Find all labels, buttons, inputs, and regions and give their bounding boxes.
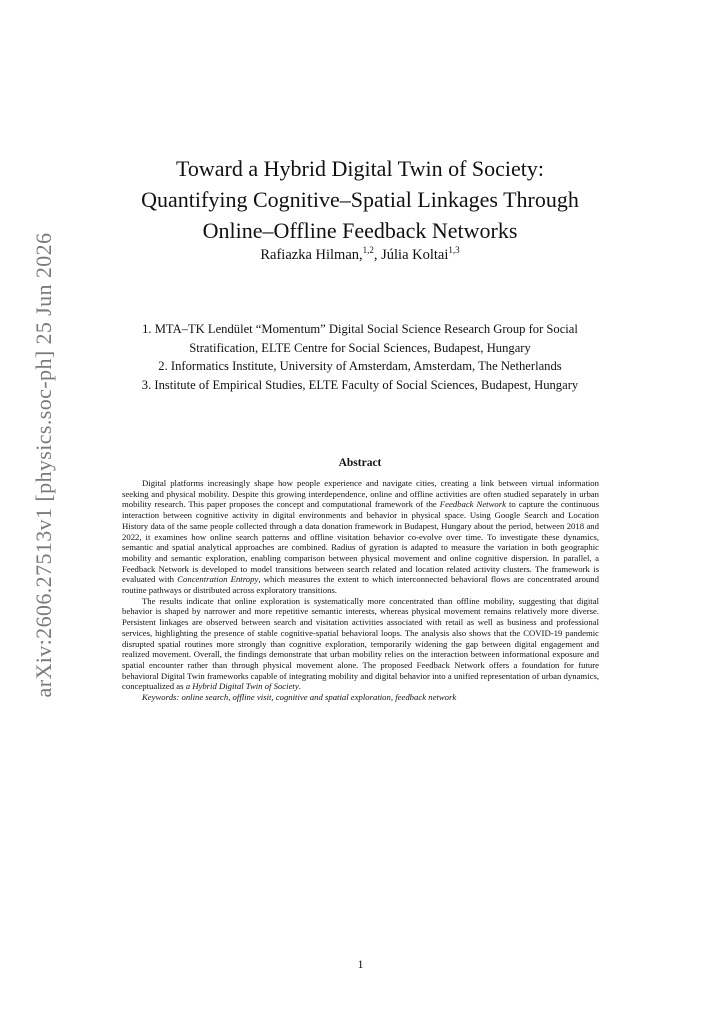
abstract-p1-emphasis-concentration-entropy: Concentration Entropy	[177, 574, 259, 585]
abstract-p2-text-a: The results indicate that online exploration is systematically more concentrated than offline mobility, suggesting that digital behavior is shaped by narrower and more repetitive semantic interests, whereas physical movement remains relatively more diverse. Persistent linkages are observed between search and visitation activities associated with retail as well as business and professional services, highlighting the presence of stable cognitive-spatial behavioral loops. The analysis also shows that the COVID-19 pandemic disrupted spatial routines more strongly than cognitive exploration, temporarily widening the gap between digital engagement and realized movement. Overall, the findings demonstrate that urban mobility relies on the interaction between informational exposure and spatial encounter rather than through physical movement alone. The proposed Feedback Network offers a foundation for future behavioral Digital Twin frameworks capable of integrating mobility and digital behavior into a unified representation of urban dynamics, conceptualized as	[122, 595, 599, 692]
title-line-2: Quantifying Cognitive–Spatial Linkages Through	[141, 186, 579, 212]
affiliation-1-line-1: 1. MTA–TK Lendület “Momentum” Digital Social Science Research Group for Social	[142, 322, 578, 336]
author-name-2: Júlia Koltai	[381, 247, 449, 263]
abstract-p1-text-b: to capture the continuous interaction between cognitive activity in digital environments and behavior in physical space. Using Google Search and Location History data of the same people collected through a data donation framework in Budapest, Hungary about the period, between 2018 and 2022, it examines how online search patterns and offline visitation behavior co-evolve over time. To investigate these dynamics, semantic and spatial analytical approaches are combined. Radius of gyration is adapted to measure the variation in both geographic mobility and semantic exploration, enabling comparison between physical movement and online cognitive dispersion. In parallel, a Feedback Network is developed to model transitions between search related and location related activity clusters. The framework is evaluated with	[122, 499, 600, 585]
author-separator: ,	[373, 247, 382, 263]
author-list	[90, 247, 630, 264]
arxiv-identifier-stamp[interactable]: arXiv:2606.27513v1 [physics.soc-ph] 25 Jun 2026	[31, 232, 56, 698]
abstract-p2-end: .	[298, 681, 301, 692]
title-line-3: Online–Offline Feedback Networks	[202, 217, 518, 243]
abstract-heading: Abstract	[338, 457, 382, 469]
paper-title	[90, 153, 630, 246]
affiliation-list	[60, 320, 660, 394]
abstract-p2-emphasis-hybrid-twin: a Hybrid Digital Twin of Society	[185, 681, 299, 692]
abstract-body	[122, 478, 599, 703]
author-affiliation-marker-2: 1,3	[448, 245, 460, 256]
author-name-1: Rafiazka Hilman,	[260, 247, 363, 263]
keywords-line: Keywords: online search, offline visit, cognitive and spatial exploration, feedback network	[142, 692, 457, 703]
affiliation-1-line-2: Stratification, ELTE Centre for Social Sciences, Budapest, Hungary	[189, 340, 531, 355]
abstract-p1-text-a: Digital platforms increasingly shape how people experience and navigate cities, creating a link between virtual information seeking and physical mobility. Despite this growing interdependence, online and offline activities are often studied separately in urban mobility research. This paper proposes the concept and computational framework of the	[122, 478, 599, 510]
author-affiliation-marker-1: 1,2	[362, 245, 374, 256]
abstract-paragraph-1	[122, 478, 599, 596]
affiliation-3: 3. Institute of Empirical Studies, ELTE Faculty of Social Sciences, Budapest, Hungary	[141, 377, 579, 392]
affiliation-2: 2. Informatics Institute, University of Amsterdam, Amsterdam, The Netherlands	[158, 359, 562, 373]
abstract-p1-text-c: , which measures the extent to which interconnected behavioral flows are concentrated around routine pathways or distributed across exploratory transitions.	[122, 574, 599, 596]
abstract-paragraph-2	[122, 596, 599, 692]
page-number: 1	[357, 957, 364, 971]
title-line-1: Toward a Hybrid Digital Twin of Society:	[175, 155, 544, 181]
abstract-p1-emphasis-feedback-network: Feedback Network	[439, 499, 506, 510]
